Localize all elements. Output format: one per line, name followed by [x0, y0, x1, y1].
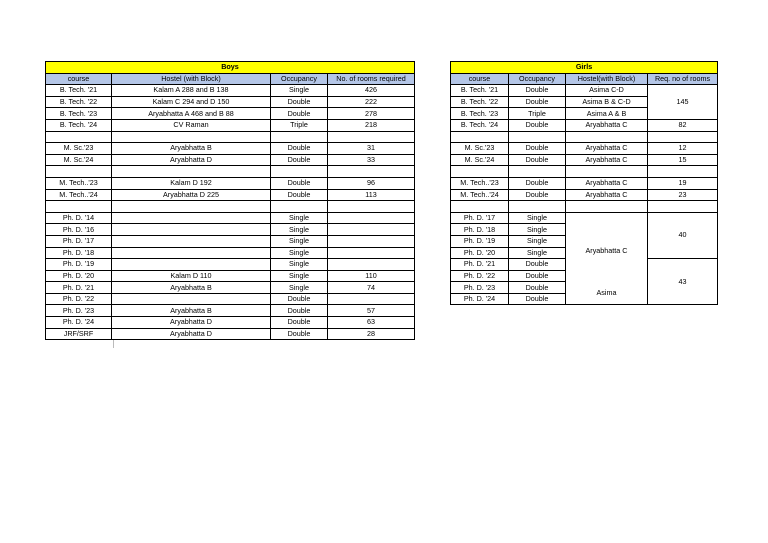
- cell-course: M. Tech..'24: [451, 189, 509, 201]
- table-row: [451, 119, 718, 131]
- boys-header-rooms: No. of rooms required: [328, 73, 415, 85]
- table-row: [451, 85, 718, 97]
- cell-hostel: Kalam D 110: [112, 270, 271, 282]
- cell-hostel: Aryabhatta C: [566, 119, 648, 131]
- cell-course: Ph. D. '24: [46, 317, 112, 329]
- table-row: [46, 177, 415, 189]
- table-row: [46, 154, 415, 166]
- cell-course: B. Tech. '24: [451, 119, 509, 131]
- boys-table: [45, 61, 415, 340]
- boys-title-row: [46, 62, 415, 74]
- cell-course: Ph. D. '20: [451, 247, 509, 259]
- girls-header-rooms: Req. no of rooms: [648, 73, 718, 85]
- cell-occupancy: Double: [509, 177, 566, 189]
- cell-hostel: [112, 259, 271, 271]
- cell-occupancy: Single: [271, 270, 328, 282]
- boys-header-occupancy: Occupancy: [271, 73, 328, 85]
- cell-course: M. Sc.'24: [451, 154, 509, 166]
- cell-occupancy: Double: [509, 259, 566, 271]
- table-row: [46, 247, 415, 259]
- cell-hostel: Aryabhatta C: [566, 189, 648, 201]
- cell-occupancy: Single: [271, 235, 328, 247]
- cell-rooms: 33: [328, 154, 415, 166]
- boys-title: Boys: [46, 62, 415, 74]
- table-row: [46, 212, 415, 224]
- cell-course: Ph. D. '17: [451, 212, 509, 224]
- cell-hostel: [112, 247, 271, 259]
- cell-hostel: Asima C-D: [566, 85, 648, 97]
- cell-hostel: Aryabhatta B: [112, 282, 271, 294]
- cell-rooms: [328, 235, 415, 247]
- cell-occupancy: Double: [509, 270, 566, 282]
- cell-hostel: Aryabhatta D: [112, 317, 271, 329]
- cell-occupancy: Double: [271, 305, 328, 317]
- cell-occupancy: Double: [271, 328, 328, 340]
- girls-table: [450, 61, 718, 305]
- cell-rooms: 57: [328, 305, 415, 317]
- cell-course: Ph. D. '18: [46, 247, 112, 259]
- cell-rooms: 23: [648, 189, 718, 201]
- boys-header-row: [46, 73, 415, 85]
- cell-occupancy: Single: [271, 212, 328, 224]
- cell-hostel: Aryabhatta D: [112, 328, 271, 340]
- table-row: [46, 235, 415, 247]
- cell-course: B. Tech. '24: [46, 119, 112, 131]
- cell-rooms: 28: [328, 328, 415, 340]
- cell-rooms: 19: [648, 177, 718, 189]
- cell-hostel: Asima B & C-D: [566, 96, 648, 108]
- cell-rooms: 222: [328, 96, 415, 108]
- spacer-row: [451, 166, 718, 178]
- cell-course: B. Tech. '21: [451, 85, 509, 97]
- cell-course: Ph. D. '16: [46, 224, 112, 236]
- table-row: [46, 282, 415, 294]
- cell-hostel: [112, 212, 271, 224]
- cell-occupancy: Double: [509, 293, 566, 305]
- cell-occupancy: Double: [509, 96, 566, 108]
- cell-rooms: 15: [648, 154, 718, 166]
- cell-hostel: [112, 293, 271, 305]
- cell-rooms: [328, 212, 415, 224]
- cell-hostel: [112, 224, 271, 236]
- spacer-row: [46, 201, 415, 213]
- table-row: [46, 224, 415, 236]
- cell-occupancy: Single: [271, 224, 328, 236]
- cell-course: Ph. D. '21: [451, 259, 509, 271]
- cell-occupancy: Single: [509, 224, 566, 236]
- table-row: [451, 143, 718, 155]
- cell-occupancy: Triple: [271, 119, 328, 131]
- table-row: [46, 293, 415, 305]
- cell-hostel: Aryabhatta C: [585, 245, 628, 255]
- table-row: [451, 154, 718, 166]
- table-row: [46, 270, 415, 282]
- cell-rooms-merged: 145: [648, 85, 718, 120]
- cell-course: M. Sc.'23: [451, 143, 509, 155]
- table-row: [46, 119, 415, 131]
- table-row: [46, 328, 415, 340]
- cell-rooms: 63: [328, 317, 415, 329]
- table-row: [46, 143, 415, 155]
- cell-occupancy: Single: [271, 259, 328, 271]
- cell-course: Ph. D. '19: [46, 259, 112, 271]
- cell-course: B. Tech. '22: [46, 96, 112, 108]
- cell-hostel: [112, 235, 271, 247]
- cell-hostel: Kalam D 192: [112, 177, 271, 189]
- cell-occupancy: Double: [271, 189, 328, 201]
- cell-rooms: 218: [328, 119, 415, 131]
- cell-occupancy: Single: [509, 235, 566, 247]
- cell-rooms: [328, 224, 415, 236]
- cell-course: Ph. D. '23: [451, 282, 509, 294]
- cell-rooms: [328, 293, 415, 305]
- cell-hostel: Aryabhatta B: [112, 305, 271, 317]
- cell-occupancy: Single: [271, 85, 328, 97]
- cell-rooms: 278: [328, 108, 415, 120]
- spacer-row: [451, 131, 718, 143]
- cell-course: Ph. D. '21: [46, 282, 112, 294]
- table-row: [46, 189, 415, 201]
- cell-rooms: [328, 259, 415, 271]
- cell-rooms: 74: [328, 282, 415, 294]
- cell-course: Ph. D. '23: [46, 305, 112, 317]
- cell-course: M. Tech..'23: [451, 177, 509, 189]
- cell-occupancy: Double: [271, 96, 328, 108]
- cell-rooms: 82: [648, 119, 718, 131]
- cell-hostel: Aryabhatta C: [566, 143, 648, 155]
- cell-rooms: 110: [328, 270, 415, 282]
- table-row: [451, 177, 718, 189]
- cell-occupancy: Double: [271, 177, 328, 189]
- spacer-row: [46, 131, 415, 143]
- cell-border-fragment: [113, 340, 114, 348]
- cell-occupancy: Single: [509, 247, 566, 259]
- table-row: [46, 108, 415, 120]
- boys-header-course: course: [46, 73, 112, 85]
- cell-hostel: Aryabhatta C: [566, 177, 648, 189]
- table-row: [46, 305, 415, 317]
- cell-course: M. Tech..'23: [46, 177, 112, 189]
- cell-occupancy: Single: [271, 247, 328, 259]
- cell-course: Ph. D. '19: [451, 235, 509, 247]
- cell-occupancy: Double: [271, 108, 328, 120]
- cell-course: M. Tech..'24: [46, 189, 112, 201]
- girls-header-row: [451, 73, 718, 85]
- cell-course: B. Tech. '23: [451, 108, 509, 120]
- cell-hostel: Aryabhatta B: [112, 143, 271, 155]
- cell-hostel: Aryabhatta A 468 and B 88: [112, 108, 271, 120]
- cell-hostel: Aryabhatta C: [566, 154, 648, 166]
- cell-rooms: [328, 247, 415, 259]
- cell-occupancy: Double: [271, 293, 328, 305]
- table-row: [451, 189, 718, 201]
- table-row: [46, 85, 415, 97]
- cell-rooms: 426: [328, 85, 415, 97]
- table-row: [46, 96, 415, 108]
- table-row: [46, 317, 415, 329]
- cell-rooms: 12: [648, 143, 718, 155]
- cell-rooms-merged: 40: [648, 212, 718, 258]
- cell-hostel: Kalam C 294 and D 150: [112, 96, 271, 108]
- cell-course: B. Tech. '23: [46, 108, 112, 120]
- cell-course: M. Sc.'24: [46, 154, 112, 166]
- girls-header-occupancy: Occupancy: [509, 73, 566, 85]
- cell-hostel: Kalam A 288 and B 138: [112, 85, 271, 97]
- cell-course: B. Tech. '21: [46, 85, 112, 97]
- cell-rooms-merged: 43: [648, 259, 718, 305]
- cell-occupancy: Single: [271, 282, 328, 294]
- cell-hostel: CV Raman: [112, 119, 271, 131]
- cell-occupancy: Double: [509, 282, 566, 294]
- cell-occupancy: Double: [509, 154, 566, 166]
- cell-occupancy: Double: [271, 143, 328, 155]
- cell-course: Ph. D. '22: [451, 270, 509, 282]
- cell-occupancy: Double: [509, 119, 566, 131]
- cell-course: B. Tech. '22: [451, 96, 509, 108]
- spacer-row: [451, 201, 718, 213]
- cell-hostel: Aryabhatta D 225: [112, 189, 271, 201]
- cell-course: M. Sc.'23: [46, 143, 112, 155]
- cell-course: JRF/SRF: [46, 328, 112, 340]
- cell-hostel: Asima: [596, 288, 617, 298]
- cell-hostel: Aryabhatta D: [112, 154, 271, 166]
- girls-header-course: course: [451, 73, 509, 85]
- girls-title: Girls: [451, 62, 718, 74]
- table-row: [451, 212, 718, 224]
- cell-hostel-merged: [566, 212, 648, 305]
- cell-occupancy: Single: [509, 212, 566, 224]
- table-row: [46, 259, 415, 271]
- cell-occupancy: Double: [271, 317, 328, 329]
- cell-rooms: 31: [328, 143, 415, 155]
- cell-course: Ph. D. '22: [46, 293, 112, 305]
- cell-rooms: 96: [328, 177, 415, 189]
- spacer-row: [46, 166, 415, 178]
- cell-occupancy: Double: [271, 154, 328, 166]
- cell-hostel: Asima A & B: [566, 108, 648, 120]
- girls-title-row: [451, 62, 718, 74]
- cell-rooms: 113: [328, 189, 415, 201]
- cell-course: Ph. D. '24: [451, 293, 509, 305]
- cell-course: Ph. D. '17: [46, 235, 112, 247]
- cell-course: Ph. D. '18: [451, 224, 509, 236]
- boys-header-hostel: Hostel (with Block): [112, 73, 271, 85]
- cell-occupancy: Triple: [509, 108, 566, 120]
- girls-header-hostel: Hostel(with Block): [566, 73, 648, 85]
- cell-occupancy: Double: [509, 85, 566, 97]
- cell-occupancy: Double: [509, 189, 566, 201]
- cell-occupancy: Double: [509, 143, 566, 155]
- cell-course: Ph. D. '20: [46, 270, 112, 282]
- cell-course: Ph. D. '14: [46, 212, 112, 224]
